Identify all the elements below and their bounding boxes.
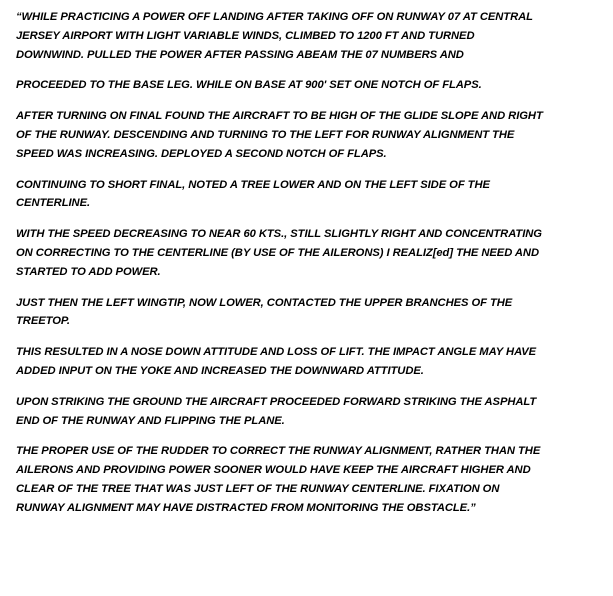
paragraph-loss-of-lift (16, 343, 600, 381)
text-line: STARTED TO ADD POWER. (16, 265, 161, 278)
text-line: SPEED WAS INCREASING. DEPLOYED A SECOND NOTCH OF FLAPS. (16, 147, 387, 160)
paragraph-short-final (16, 176, 600, 214)
paragraph-ground-strike (16, 393, 600, 431)
text-line: AILERONS AND PROVIDING POWER SOONER WOULD HAVE KEEP THE AIRCRAFT HIGHER AND (16, 464, 531, 477)
text-line: ON CORRECTING TO THE CENTERLINE (BY USE OF THE AILERONS) I REALIZ[ed] THE NEED AND (16, 246, 539, 259)
text-line: END OF THE RUNWAY AND FLIPPING THE PLANE. (16, 414, 285, 427)
text-line: TREETOP. (16, 315, 70, 328)
text-line: CLEAR OF THE TREE THAT WAS JUST LEFT OF THE RUNWAY CENTERLINE. FIXATION ON (16, 482, 500, 495)
paragraph-pattern-work (16, 8, 600, 64)
text-line: CENTERLINE. (16, 197, 91, 210)
text-line: JERSEY AIRPORT WITH LIGHT VARIABLE WINDS, CLIMBED TO 1200 FT AND TURNED (16, 29, 475, 42)
paragraph-base-leg (16, 76, 600, 95)
text-line: PROCEEDED TO THE BASE LEG. WHILE ON BASE AT 900' SET ONE NOTCH OF FLAPS. (16, 79, 482, 92)
text-line: “WHILE PRACTICING A POWER OFF LANDING AFTER TAKING OFF ON RUNWAY 07 AT CENTRAL (16, 11, 533, 23)
text-line: THIS RESULTED IN A NOSE DOWN ATTITUDE AND LOSS OF LIFT. THE IMPACT ANGLE MAY HAVE (16, 346, 537, 359)
paragraph-conclusion (16, 442, 600, 517)
paragraph-wingtip-contact (16, 294, 600, 332)
text-line: ADDED INPUT ON THE YOKE AND INCREASED THE DOWNWARD ATTITUDE. (16, 364, 424, 377)
pilot-statement-document (16, 8, 600, 530)
text-line: UPON STRIKING THE GROUND THE AIRCRAFT PROCEEDED FORWARD STRIKING THE ASPHALT (16, 395, 537, 408)
paragraph-final-approach (16, 107, 600, 163)
text-line: JUST THEN THE LEFT WINGTIP, NOW LOWER, CONTACTED THE UPPER BRANCHES OF THE (16, 296, 513, 309)
text-line: CONTINUING TO SHORT FINAL, NOTED A TREE LOWER AND ON THE LEFT SIDE OF THE (16, 178, 490, 191)
text-line: WITH THE SPEED DECREASING TO NEAR 60 KTS., STILL SLIGHTLY RIGHT AND CONCENTRATING (16, 228, 542, 241)
text-line: OF THE RUNWAY. DESCENDING AND TURNING TO THE LEFT FOR RUNWAY ALIGNMENT THE (16, 128, 515, 141)
text-line: RUNWAY ALIGNMENT MAY HAVE DISTRACTED FROM MONITORING THE OBSTACLE.” (16, 501, 476, 514)
text-line: AFTER TURNING ON FINAL FOUND THE AIRCRAFT TO BE HIGH OF THE GLIDE SLOPE AND RIGHT (16, 110, 543, 123)
paragraph-speed-decreasing (16, 225, 600, 281)
text-line: DOWNWIND. PULLED THE POWER AFTER PASSING ABEAM THE 07 NUMBERS AND (16, 48, 464, 61)
text-line: THE PROPER USE OF THE RUDDER TO CORRECT THE RUNWAY ALIGNMENT, RATHER THAN THE (16, 445, 541, 458)
